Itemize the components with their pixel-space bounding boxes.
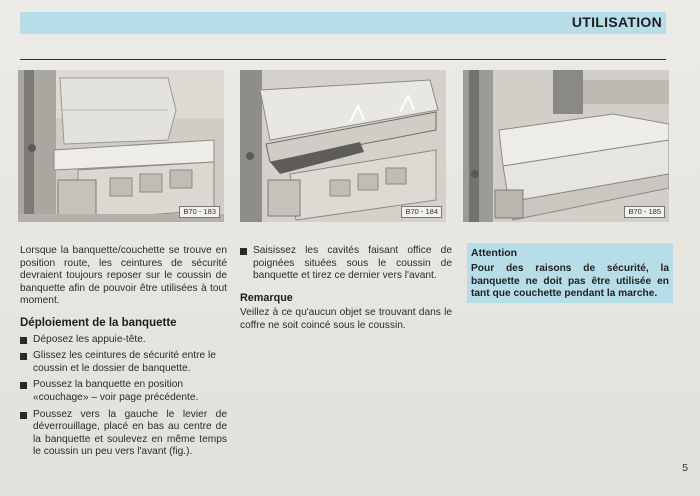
text-column-2 [240, 245, 452, 333]
bullet-item [20, 334, 227, 347]
bullet-square-icon [20, 412, 27, 419]
remark-paragraph: Veillez à ce qu'aucun objet se trouvant dans le coffre ne soit coincé sous le coussin. [240, 307, 452, 331]
attention-text: Pour des raisons de sécurité, la banquette ne doit pas être utilisée en tant que couchette pendant la marche. [471, 263, 669, 300]
section-header-title: UTILISATION [571, 14, 662, 30]
bullet-item [20, 350, 227, 375]
bullet-square-icon [20, 353, 27, 360]
figure-label: B70 - 184 [401, 206, 442, 218]
figure-label: B70 - 183 [179, 206, 220, 218]
bullet-text: Saisissez les cavités faisant office de poignées situées sous le coussin de banquette et tirez ce dernier vers l'avant. [253, 245, 452, 282]
figure-2-illustration [240, 70, 446, 222]
figure-bench-seat-bed-position [463, 70, 669, 222]
bullet-item [20, 379, 227, 404]
bullet-text: Poussez vers la gauche le levier de déverrouillage, placé en bas au centre de la banquette et soulevez en même temps le coussin un peu vers l'avant (fig.). [33, 408, 227, 458]
figure-label: B70 - 185 [624, 206, 665, 218]
section-heading: Déploiement de la banquette [20, 316, 177, 329]
figure-bench-seat-lifting [240, 70, 446, 222]
bullet-square-icon [20, 337, 27, 344]
figure-3-illustration [463, 70, 669, 222]
bullet-item [20, 409, 227, 459]
text-column-1 [20, 245, 227, 459]
figure-bench-seat-road-position [18, 70, 224, 222]
attention-title: Attention [471, 247, 518, 259]
bullet-text: Poussez la banquette en position «couchage» – voir page précédente. [33, 379, 199, 403]
remark-heading: Remarque [240, 291, 293, 304]
figure-1-illustration [18, 70, 224, 222]
attention-box [467, 243, 673, 303]
bullet-text: Glissez les ceintures de sécurité entre le coussin et le dossier de banquette. [33, 350, 216, 374]
bullet-square-icon [20, 382, 27, 389]
header-rule [20, 59, 666, 60]
header-band [20, 12, 666, 34]
bullet-text: Déposez les appuie-tête. [33, 333, 146, 345]
page-number: 5 [682, 462, 688, 474]
intro-paragraph: Lorsque la banquette/couchette se trouve en position route, les ceintures de sécurité devraient toujours reposer sur le coussin de banquette afin de pouvoir être utilisées à tout moment. [20, 245, 227, 307]
bullet-item [240, 245, 452, 283]
bullet-square-icon [240, 248, 247, 255]
